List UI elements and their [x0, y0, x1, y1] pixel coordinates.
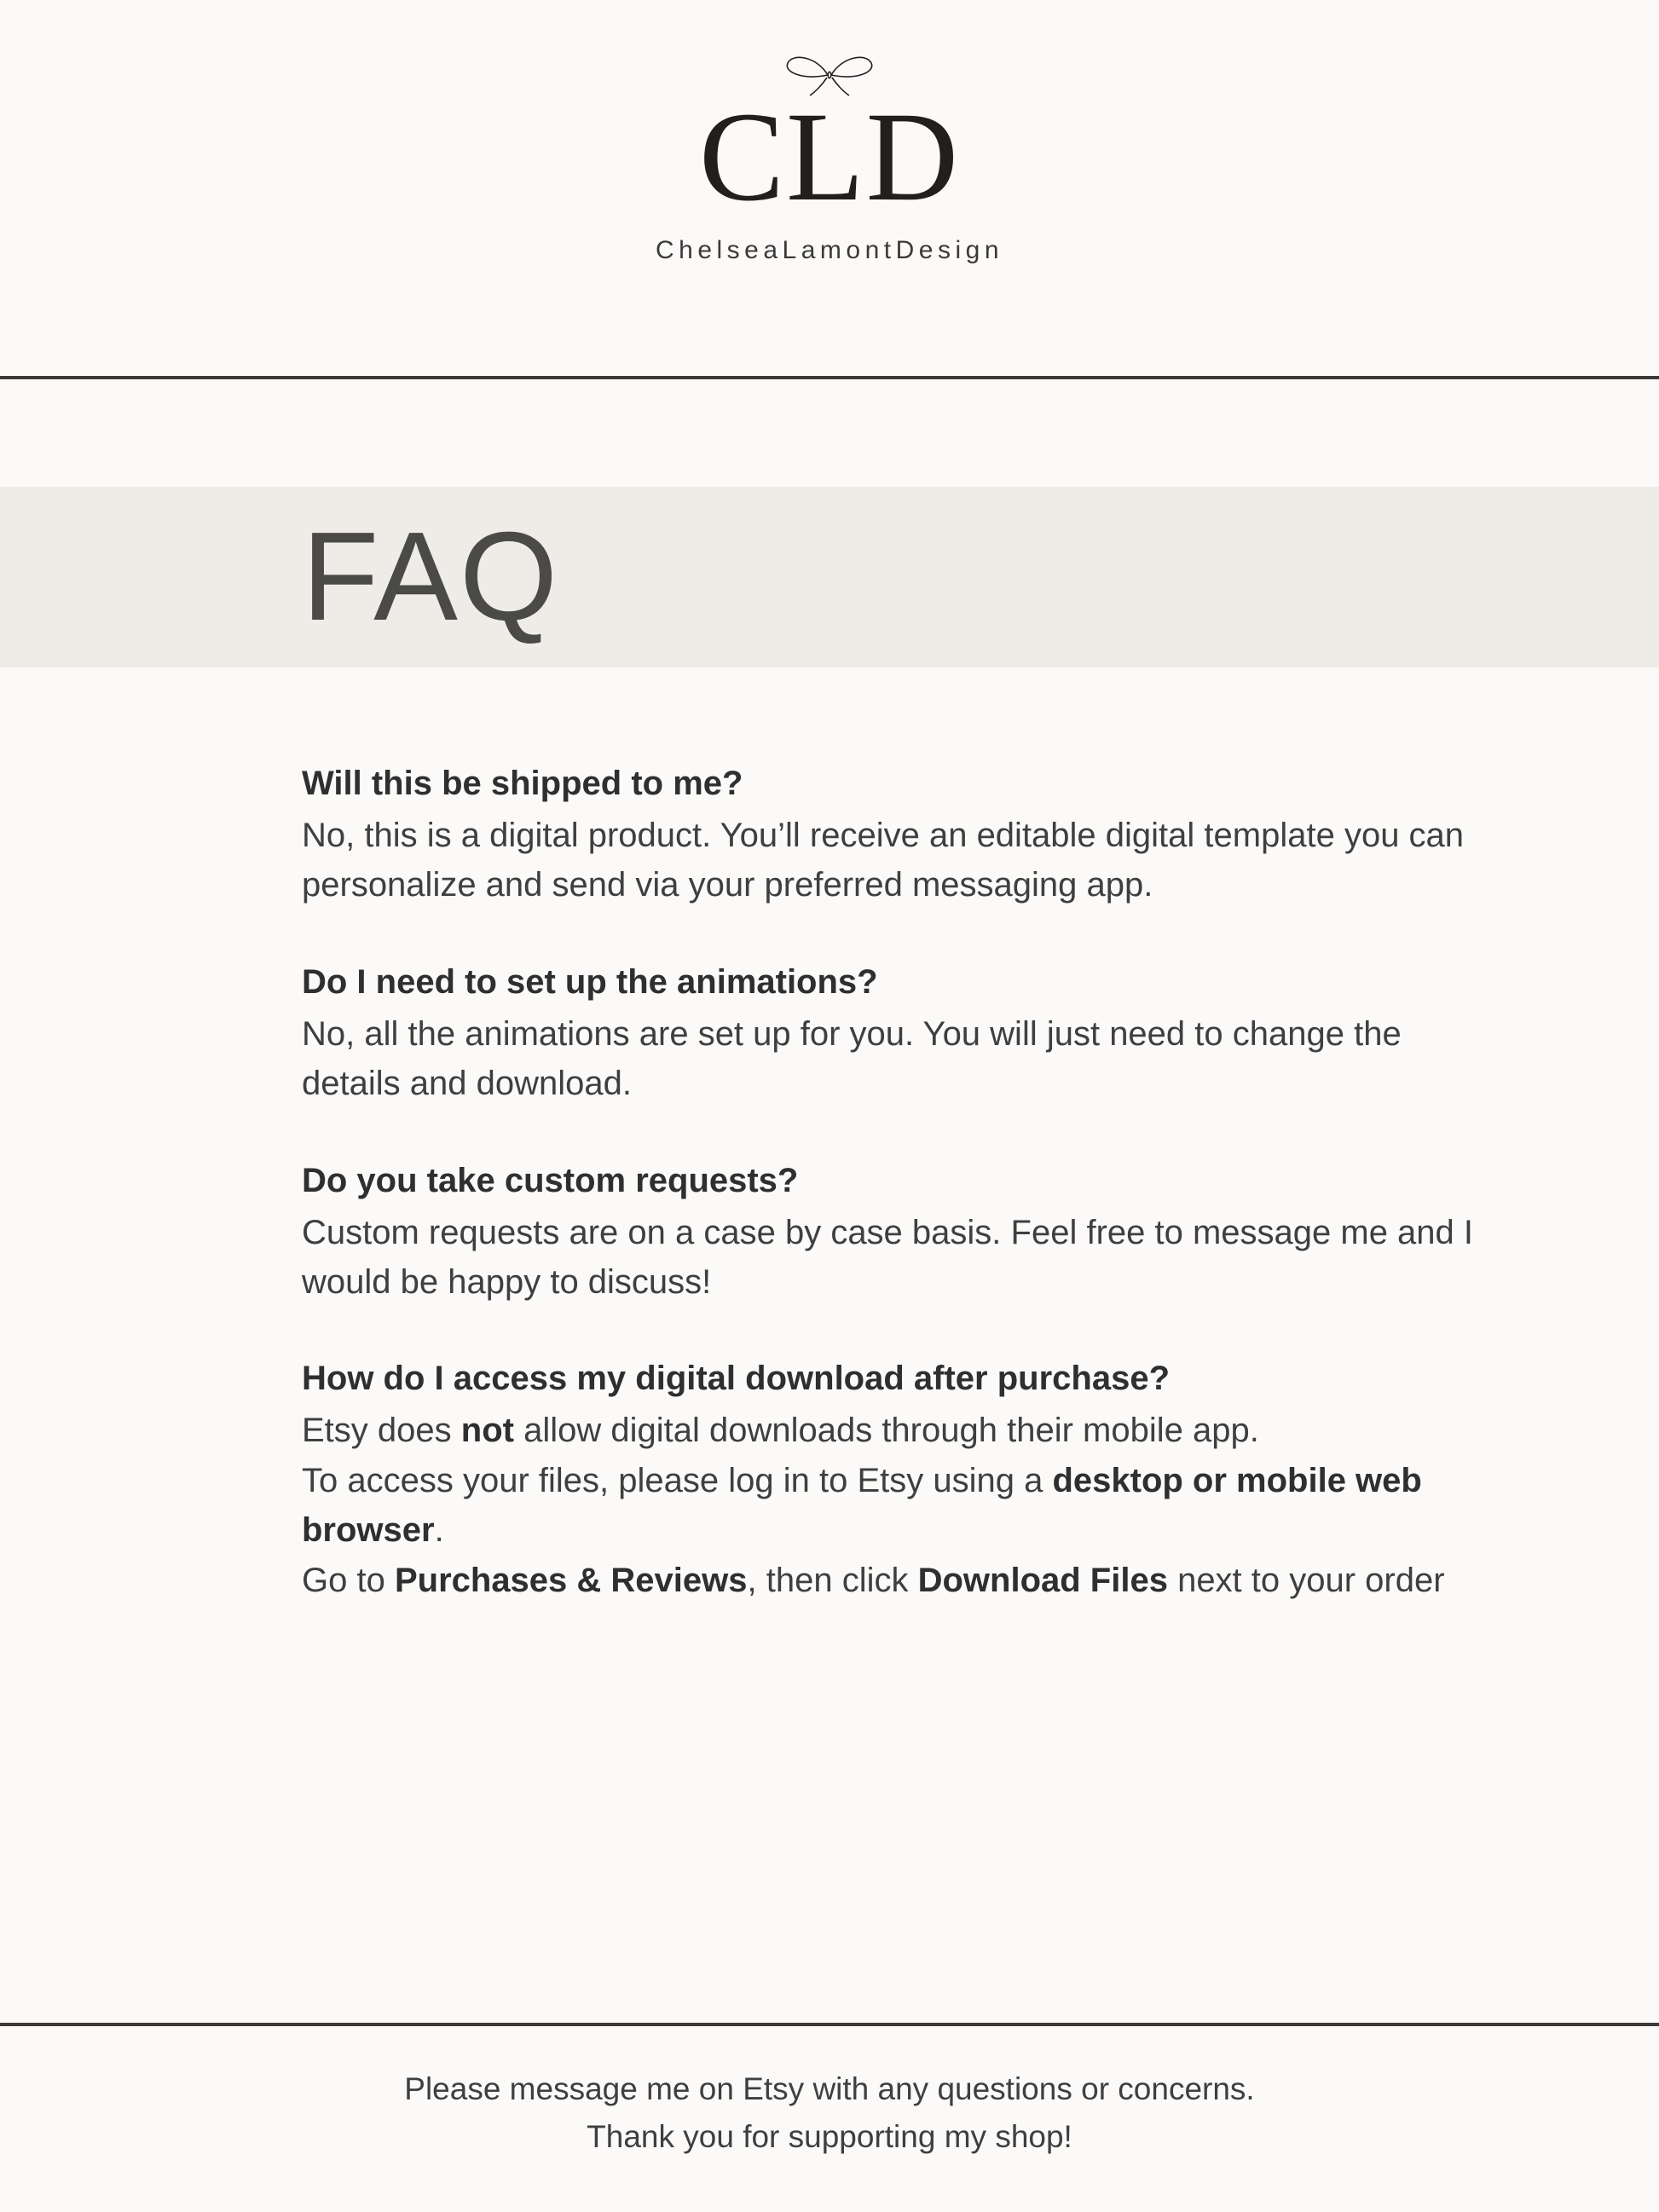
faq-item — [302, 956, 1523, 1109]
footer — [0, 2023, 1659, 2212]
footer-line-1: Please message me on Etsy with any questions or concerns. — [404, 2071, 1255, 2106]
faq-question: Do you take custom requests? — [302, 1161, 799, 1199]
page-title: FAQ — [302, 506, 560, 647]
faq-answer: No, all the animations are set up for you. You will just need to change the details and download. — [302, 1014, 1402, 1103]
faq-answer: Custom requests are on a case by case basis. Feel free to message me and I would be happy to discuss! — [302, 1213, 1474, 1301]
faq-question: Do I need to set up the animations? — [302, 962, 878, 1001]
logo-wordmark: ChelseaLamontDesign — [655, 236, 1003, 264]
faq-item — [302, 1353, 1523, 1605]
footer-line-2: Thank you for supporting my shop! — [587, 2118, 1072, 2154]
faq-question: Will this be shipped to me? — [302, 765, 743, 802]
faq-item — [302, 1155, 1523, 1308]
logo-monogram: CLD — [699, 86, 960, 228]
brand-header — [0, 0, 1659, 379]
faq-item — [302, 758, 1523, 910]
faq-list — [0, 667, 1659, 2023]
title-band — [0, 487, 1659, 667]
faq-answer: Etsy does not allow digital downloads through their mobile app. To access your files, please log in to Etsy using a desktop or mobile web browser. Go to Purchases & Reviews, then click Download Files next to your order — [302, 1412, 1445, 1599]
faq-answer: No, this is a digital product. You’ll receive an editable digital template you can personalize and send via your preferred messaging app. — [302, 817, 1465, 904]
faq-question: How do I access my digital download after purchase? — [302, 1360, 1171, 1398]
